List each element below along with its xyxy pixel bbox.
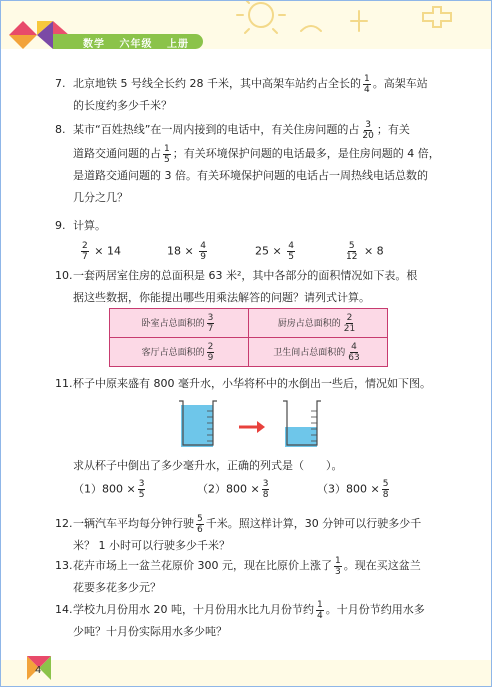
q8-text-line2-end: ；有关环境保护问题的电话最多，是住房问题的 4 倍， — [172, 147, 440, 160]
table-cell: 客厅占总面积的 $\frac{2}{9}$ — [110, 338, 249, 367]
fraction: $\frac{3}{20}$ — [362, 119, 374, 141]
q7-text: 北京地铁 5 号线全长约 28 千米，其中高架车站约占全长的 — [73, 77, 361, 90]
fraction: $\frac{1}{5}$ — [164, 143, 170, 165]
option-1[interactable]: （1）800 × $\frac{3}{5}$ — [73, 479, 145, 500]
table-cell: 卫生间占总面积的 $\frac{4}{63}$ — [249, 338, 388, 367]
q10-text-line2: 据这些数据，你能提出哪些用乘法解答的问题？请列式计算。 — [73, 291, 370, 304]
q8-text-end: ；有关 — [376, 123, 410, 136]
q9-label: 计算。 — [73, 219, 106, 232]
table-cell: 卧室占总面积的 $\frac{3}{7}$ — [110, 309, 249, 338]
option-2[interactable]: （2）800 × $\frac{3}{8}$ — [197, 479, 269, 500]
question-number: 10. — [55, 269, 73, 282]
header-grade: 六年级 — [119, 39, 153, 50]
question-number: 9. — [55, 219, 66, 232]
q11-text: 杯子中原来盛有 800 毫升水，小华将杯中的水倒出一些后，情况如下图。 — [73, 377, 431, 390]
calc-item: 18 × $\frac{4}{9}$ — [167, 241, 206, 262]
fraction: $\frac{1}{4}$ — [363, 73, 370, 95]
q7-text-line2: 的长度约多少千米？ — [73, 99, 172, 112]
q14-text-end: 。十月份节约用水多 — [325, 603, 425, 616]
arrow-right-icon — [239, 421, 265, 433]
question-number: 8. — [55, 123, 66, 136]
q14-text-line2: 少吨？十月份实际用水多少吨？ — [73, 625, 227, 638]
fraction: $\frac{1}{3}$ — [335, 555, 341, 577]
q12-text-end: 千米。照这样计算，30 分钟可以行驶多少千 — [205, 517, 422, 530]
header-subject: 数学 — [83, 39, 105, 50]
fraction: $\frac{1}{4}$ — [317, 599, 323, 621]
header-volume: 上册 — [166, 39, 189, 50]
page-header — [1, 1, 491, 49]
q13-text-end: 。现在买这盆兰 — [343, 559, 421, 572]
table-cell: 厨房占总面积的 $\frac{2}{21}$ — [249, 309, 388, 338]
header-title — [83, 35, 199, 50]
q10-text: 一套两居室住房的总面积是 63 米²，其中各部分的面积情况如下表。根 — [73, 269, 418, 282]
q14-text: 学校九月份用水 20 吨，十月份用水比九月份节约 — [73, 603, 314, 616]
page-footer — [1, 660, 491, 686]
q13-text-line2: 花要多花多少元？ — [73, 581, 161, 594]
q8-text: 某市“百姓热线”在一周内接到的电话中，有关住房问题的占 — [73, 123, 360, 136]
q8-text-line4: 几分之几？ — [73, 191, 128, 204]
q8-text-line3: 是道路交通问题的 3 倍。有关环境保护问题的电话占一周热线电话总数的 — [73, 169, 428, 182]
area-table — [109, 308, 388, 367]
question-number: 14. — [55, 603, 73, 616]
q12-text-line2: 米？ 1 小时可以行驶多少千米？ — [73, 539, 230, 552]
page-number: 4 — [35, 665, 42, 676]
q12-text: 一辆汽车平均每分钟行驶 — [73, 517, 194, 530]
full-beaker-icon — [179, 401, 217, 447]
question-number: 12. — [55, 517, 73, 530]
q8-text-line2: 道路交通问题的占 — [73, 147, 161, 160]
option-3[interactable]: （3）800 × $\frac{5}{8}$ — [317, 479, 389, 500]
sun-decoration-icon — [201, 1, 481, 49]
question-number: 13. — [55, 559, 73, 572]
question-number: 7. — [55, 77, 66, 90]
beaker-illustration — [177, 399, 327, 451]
q11-question: 求从杯子中倒出了多少毫升水，正确的列式是（ ）。 — [73, 459, 343, 472]
calc-item: $\frac{5}{12}$ × 8 — [346, 241, 384, 262]
question-number: 11. — [55, 377, 73, 390]
q13-text: 花卉市场上一盆兰花原价 300 元，现在比原价上涨了 — [73, 559, 332, 572]
calc-item: $\frac{2}{7}$ × 14 — [82, 241, 121, 262]
q7-text-end: 。高架车站 — [372, 77, 428, 90]
fraction: $\frac{5}{6}$ — [197, 513, 203, 535]
calc-item: 25 × $\frac{4}{5}$ — [255, 241, 294, 262]
partial-beaker-icon — [283, 401, 321, 447]
